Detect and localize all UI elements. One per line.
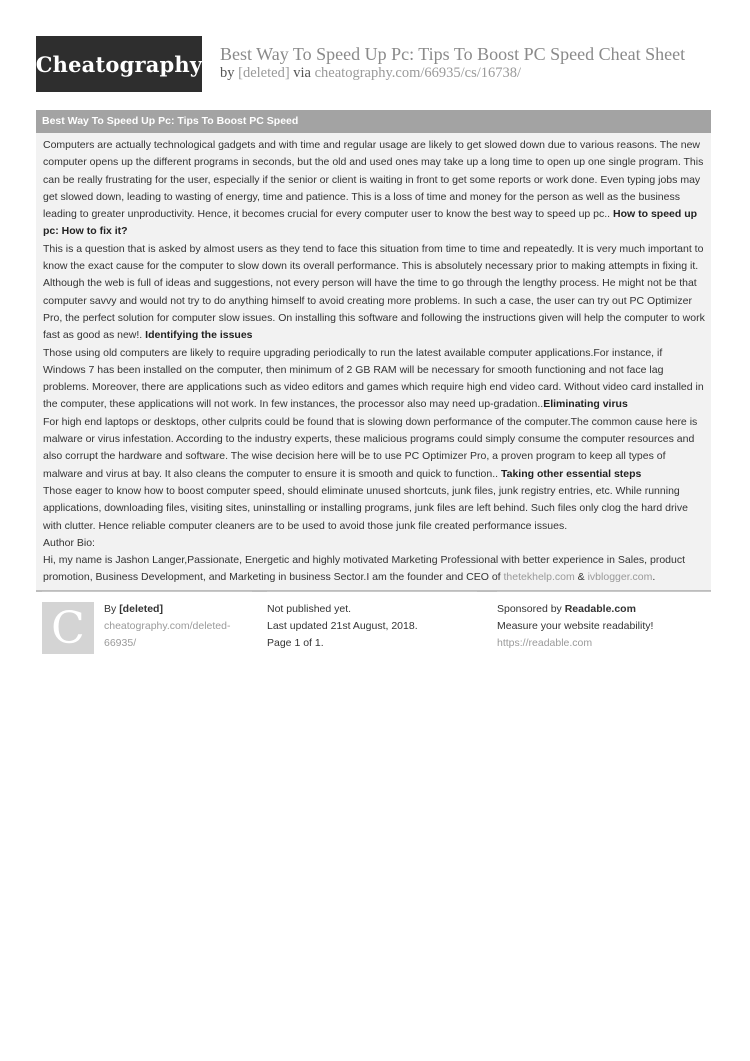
heading-eliminating-virus: Eliminating virus <box>543 398 628 411</box>
content-panel <box>36 110 711 592</box>
bio-period: . <box>652 571 656 584</box>
published-status: Not published yet. <box>267 603 352 615</box>
author-bio-label: Author Bio: <box>43 536 95 549</box>
panel-title: Best Way To Speed Up Pc: Tips To Boost PC Speed <box>36 110 711 133</box>
footer-meta <box>267 591 477 652</box>
footer-by-label: By <box>104 603 117 615</box>
page-title: Best Way To Speed Up Pc: Tips To Boost PC Speed Cheat Sheet <box>220 44 686 64</box>
paragraph-question: This is a question that is asked by almost users as they tend to face this situation from time to time and repeatedly. It is very much important to know the exact cause for the computer to slow down its overall performance. This is absolutely necessary prior to making attempts in fixing it. Although the web is full of ideas and suggestions, not every person will have the time to go through the lengthy process. He might not be that computer savvy and would not try to do anything himself to avoid creating more problems. In such a case, the user can try out PC Optimizer Pro, the perfect solution for computer slow issues. On installing this software and following the instructions given will help the computer to work fast as good as new!. <box>43 242 705 342</box>
byline-via: via <box>293 65 311 81</box>
footer-author <box>42 591 252 654</box>
sponsor-url[interactable]: https://readable.com <box>497 637 593 649</box>
cheatography-logo[interactable]: Cheatography <box>36 36 202 92</box>
panel-body <box>36 133 711 590</box>
byline-by: by <box>220 65 235 81</box>
footer <box>36 591 711 661</box>
sponsor-label: Sponsored by <box>497 603 562 615</box>
paragraph-malware: For high end laptops or desktops, other culprits could be found that is slowing down performance of the computer.The common cause here is malware or virus infestation. According to the industry experts, these malicious programs could simply consume the computer resources and also corrupt the hardware and software. The wise decision here will be to use PC Optimizer Pro, a proven program to keep all types of malware and virus at bay. It also cleans the computer to ensure it is smooth and quick to function.. <box>43 415 698 480</box>
footer-author-link[interactable]: [deleted] <box>119 603 163 615</box>
author-bio-text: Hi, my name is Jashon Langer,Passionate, Energetic and highly motivated Marketing Professional with better experience in Sales, product promotion, Business Development, and Marketing in business Sector.I am the founder and CEO of <box>43 554 686 584</box>
byline-author-link[interactable]: [deleted] <box>238 65 290 81</box>
paragraph-upgrading: Those using old computers are likely to require upgrading periodically to run the latest available computer applications.For instance, if Windows 7 has been installed on the computer, then minimum of 2 GB RAM will be necessary for smooth functioning and not face lag problems. Moreover, there are applications such as video editors and games which require high end video card. Without video card installed in the computer, these applications will not work. In few instances, the processor also may need up-gradation.. <box>43 346 704 411</box>
sponsor-text: Measure your website readability! <box>497 620 654 632</box>
ampersand: & <box>577 571 585 584</box>
thetekhelp-link[interactable]: thetekhelp.com <box>503 571 575 584</box>
footer-author-url[interactable]: cheatography.com/deleted-66935/ <box>104 620 231 649</box>
ivblogger-link[interactable]: ivblogger.com <box>587 571 653 584</box>
heading-how-to-speed-up: How to speed up pc: How to fix it? <box>43 208 698 238</box>
heading-identifying-issues: Identifying the issues <box>145 329 253 342</box>
paragraph-intro: Computers are actually technological gadgets and with time and regular usage are likely to get slowed down due to various reasons. The new computer opens up the different programs in seconds, but the old and used ones may take up a long time to open up one single program. This can be really frustrating for the user, especially if the senior or client is waiting in front to get some reports or work done. Even typing jobs may get slowed down, leading to wasting of energy, time and patience. This is a loss of time and money for the person as well as the business leading to greater unproductivity. Hence, it becomes crucial for every computer user to know the best way to speed up pc.. <box>43 139 704 221</box>
avatar: C <box>42 602 94 654</box>
paragraph-junk-files: Those eager to know how to boost computer speed, should eliminate unused shortcuts, junk files, junk registry entries, etc. While running applications, downloading files, visiting sites, uninstalling or installing programs, junk files are left behind. Such files only clog the hard drive with clutter. Hence reliable computer cleaners are to be used to avoid those junk file created performance issues. <box>43 484 688 532</box>
byline-url-link[interactable]: cheatography.com/66935/cs/16738/ <box>314 65 522 81</box>
page-count: Page 1 of 1. <box>267 637 324 649</box>
footer-sponsor <box>497 591 711 652</box>
sponsor-link[interactable]: Readable.com <box>564 603 636 615</box>
byline <box>220 65 521 82</box>
last-updated: Last updated 21st August, 2018. <box>267 620 418 632</box>
heading-other-steps: Taking other essential steps <box>500 467 642 480</box>
